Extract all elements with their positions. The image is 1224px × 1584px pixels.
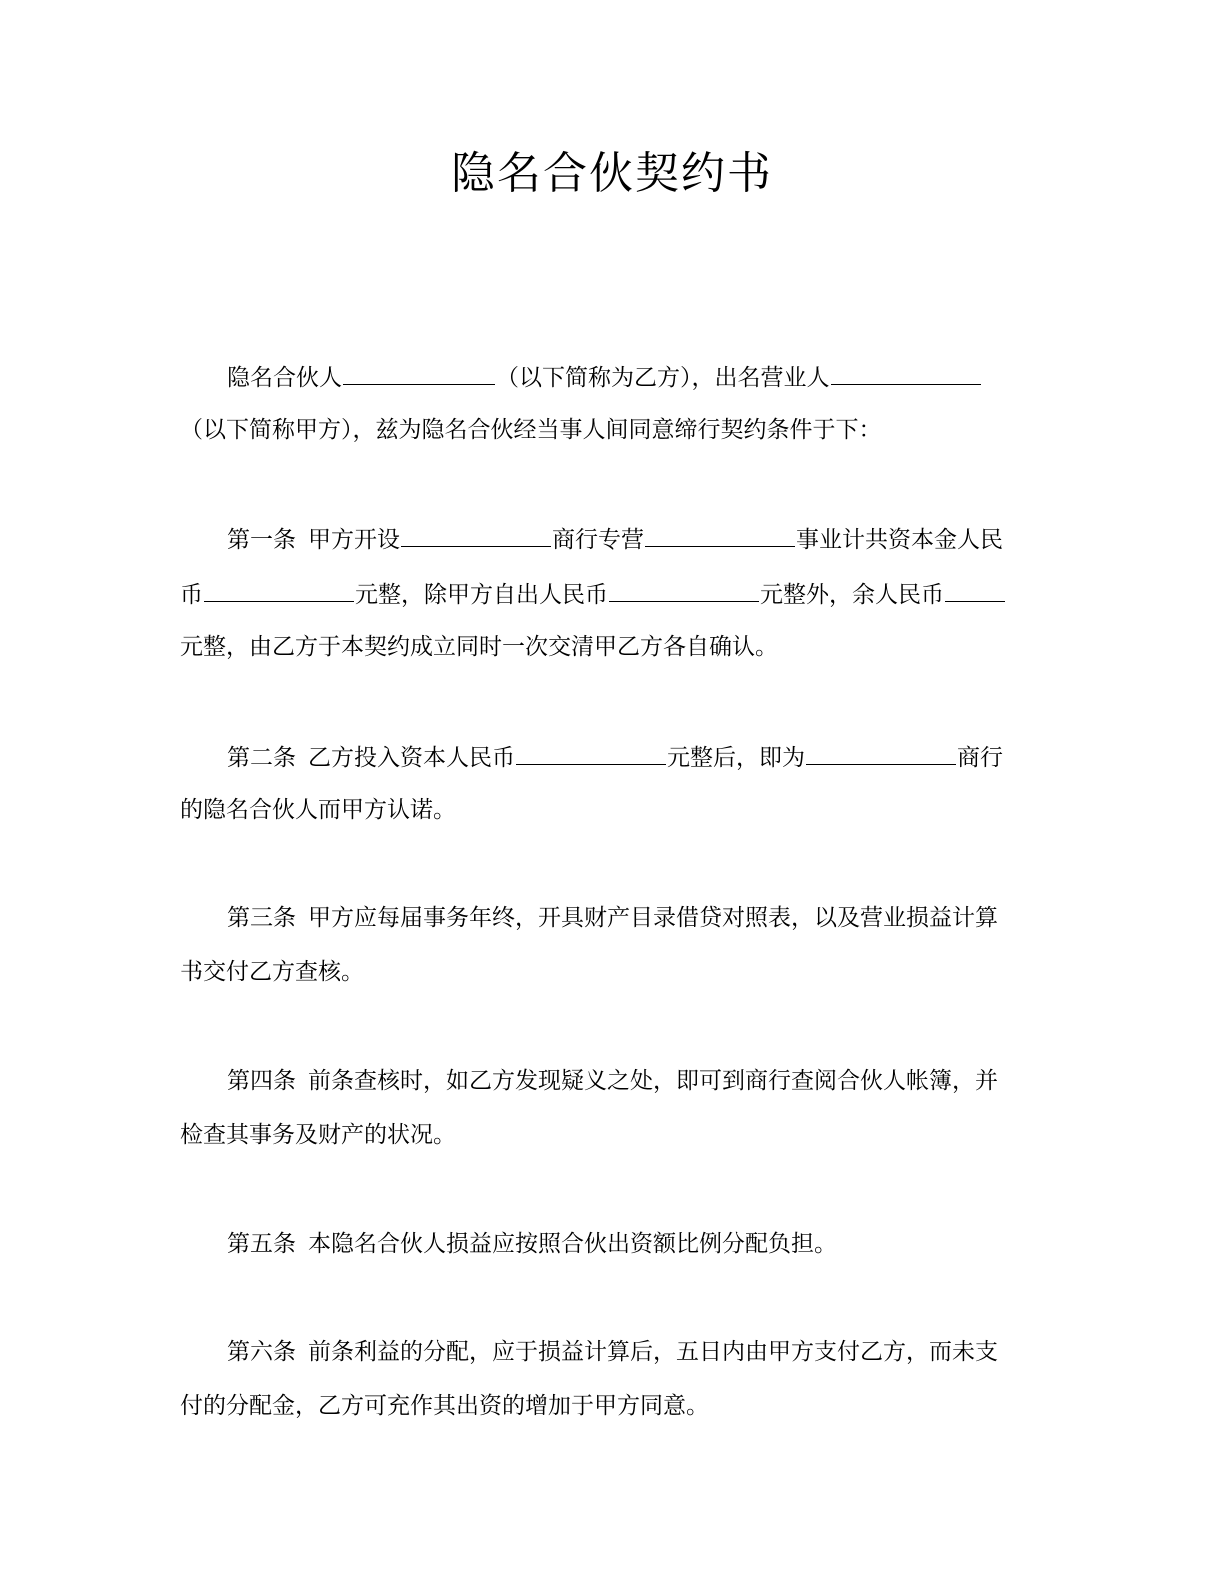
text: 元整外，余人民币 (760, 582, 944, 608)
article-4-line-2: 检查其事务及财产的状况。 (180, 1122, 456, 1148)
blank-field-party-b-investment[interactable] (516, 740, 666, 765)
text: 甲方应每届事务年终，开具财产目录借贷对照表，以及营业损益计算 (308, 905, 998, 931)
article-number: 第三条 (227, 905, 296, 931)
text: 前条利益的分配，应于损益计算后，五日内由甲方支付乙方，而未支 (308, 1339, 998, 1365)
article-1-line-2 (180, 577, 1006, 609)
text: 隐名合伙人 (227, 365, 342, 391)
blank-field-firm-name-2[interactable] (806, 740, 956, 765)
article-number: 第六条 (227, 1339, 296, 1365)
article-5-line-1 (227, 1228, 837, 1260)
text: 乙方投入资本人民币 (308, 745, 515, 771)
text: 商行 (957, 745, 1003, 771)
blank-field-party-a-capital[interactable] (609, 577, 759, 602)
blank-field-silent-partner[interactable] (343, 360, 495, 385)
text: 事业计共资本金人民 (796, 527, 1003, 553)
text: 商行专营 (552, 527, 644, 553)
text: 元整后，即为 (667, 745, 805, 771)
text: 元整，除甲方自出人民币 (355, 582, 608, 608)
text: 本隐名合伙人损益应按照合伙出资额比例分配负担。 (308, 1231, 837, 1257)
article-6-line-1 (227, 1336, 998, 1368)
article-3-line-1 (227, 902, 998, 934)
blank-field-total-capital[interactable] (204, 577, 354, 602)
blank-field-firm-name[interactable] (401, 522, 551, 547)
text: （以下简称为乙方），出名营业人 (496, 365, 830, 391)
text: 甲方开设 (308, 527, 400, 553)
article-4-line-1 (227, 1065, 998, 1097)
article-number: 第四条 (227, 1068, 296, 1094)
preamble-line-2: （以下简称甲方），兹为隐名合伙经当事人间同意缔行契约条件于下： (180, 417, 882, 443)
blank-field-named-operator[interactable] (831, 360, 981, 385)
article-3-line-2: 书交付乙方查核。 (180, 959, 364, 985)
blank-field-remaining-capital[interactable] (945, 577, 1005, 602)
preamble-line-1 (227, 360, 982, 392)
article-2-line-2: 的隐名合伙人而甲方认诺。 (180, 797, 456, 823)
article-6-line-2: 付的分配金，乙方可充作其出资的增加于甲方同意。 (180, 1393, 709, 1419)
article-1-line-3: 元整，由乙方于本契约成立同时一次交清甲乙方各自确认。 (180, 634, 778, 660)
article-2-line-1 (227, 740, 1003, 772)
blank-field-business[interactable] (645, 522, 795, 547)
text: 前条查核时，如乙方发现疑义之处，即可到商行查阅合伙人帐簿，并 (308, 1068, 998, 1094)
article-number: 第一条 (227, 527, 296, 553)
article-number: 第二条 (227, 745, 296, 771)
article-1-line-1 (227, 522, 1003, 554)
document-title: 隐名合伙契约书 (451, 148, 773, 199)
text: 币 (180, 582, 203, 608)
article-number: 第五条 (227, 1231, 296, 1257)
